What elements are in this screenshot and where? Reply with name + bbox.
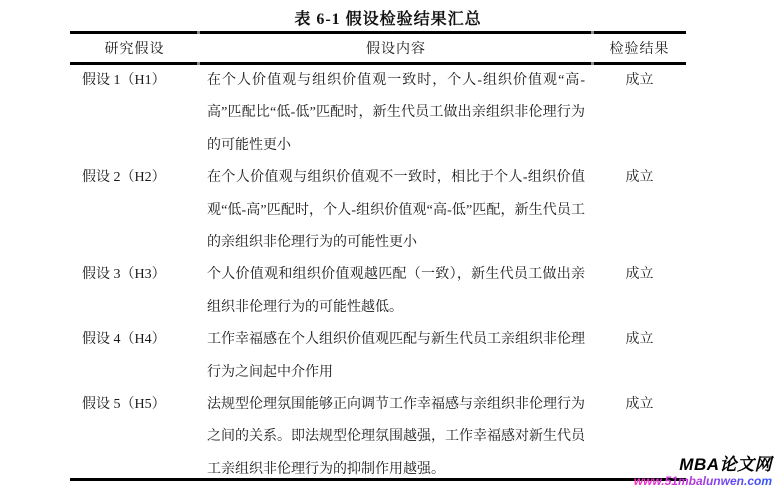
hypothesis-label: 假设 3（H3） (82, 267, 166, 283)
hypothesis-content: 在个人价值观与组织价值观不一致时，相比于个人-组织价值观“低-高”匹配时，个人-组织价值观“高-低”匹配，新生代员工的亲组织非伦理行为的可能性更小 (207, 170, 585, 251)
result-value: 成立 (625, 397, 654, 413)
hypothesis-content: 在个人价值观与组织价值观一致时，个人-组织价值观“高-高”匹配比“低-低”匹配时，新生代员工做出亲组织非伦理行为的可能性更小 (207, 73, 585, 153)
table-body (70, 65, 686, 486)
header-research-hypothesis: 研究假设 (104, 42, 165, 57)
table-row (70, 259, 686, 324)
hypothesis-label: 假设 5（H5） (82, 397, 166, 413)
header-hypothesis-content: 假设内容 (366, 42, 426, 57)
table-header-row (70, 34, 686, 62)
hypothesis-content: 工作幸福感在个人组织价值观匹配与新生代员工亲组织非伦理行为之间起中介作用 (207, 332, 585, 380)
table-row (70, 324, 686, 389)
watermark-url: www.51mbalunwen.com (633, 473, 772, 488)
watermark (634, 456, 772, 488)
result-value: 成立 (625, 170, 654, 186)
hypothesis-label: 假设 4（H4） (82, 332, 166, 348)
table-row (70, 389, 686, 486)
hypothesis-content: 法规型伦理氛围能够正向调节工作幸福感与亲组织非伦理行为之间的关系。即法规型伦理氛围越强，工作幸福感对新生代员工亲组织非伦理行为的抑制作用越强。 (207, 397, 585, 477)
table-title: 表 6-1 假设检验结果汇总 (294, 11, 482, 28)
hypothesis-results-table (70, 31, 686, 490)
header-test-result: 检验结果 (609, 42, 670, 57)
table-bottom-rule (70, 478, 686, 481)
result-value: 成立 (625, 73, 654, 88)
table-row (70, 65, 686, 162)
watermark-brand: MBA论文网 (679, 455, 772, 475)
hypothesis-label: 假设 2（H2） (82, 170, 166, 186)
result-value: 成立 (625, 332, 654, 348)
result-value: 成立 (625, 267, 654, 283)
table-row (70, 162, 686, 259)
hypothesis-content: 个人价值观和组织价值观越匹配（一致），新生代员工做出亲组织非伦理行为的可能性越低。 (207, 267, 585, 315)
hypothesis-label: 假设 1（H1） (82, 73, 166, 88)
